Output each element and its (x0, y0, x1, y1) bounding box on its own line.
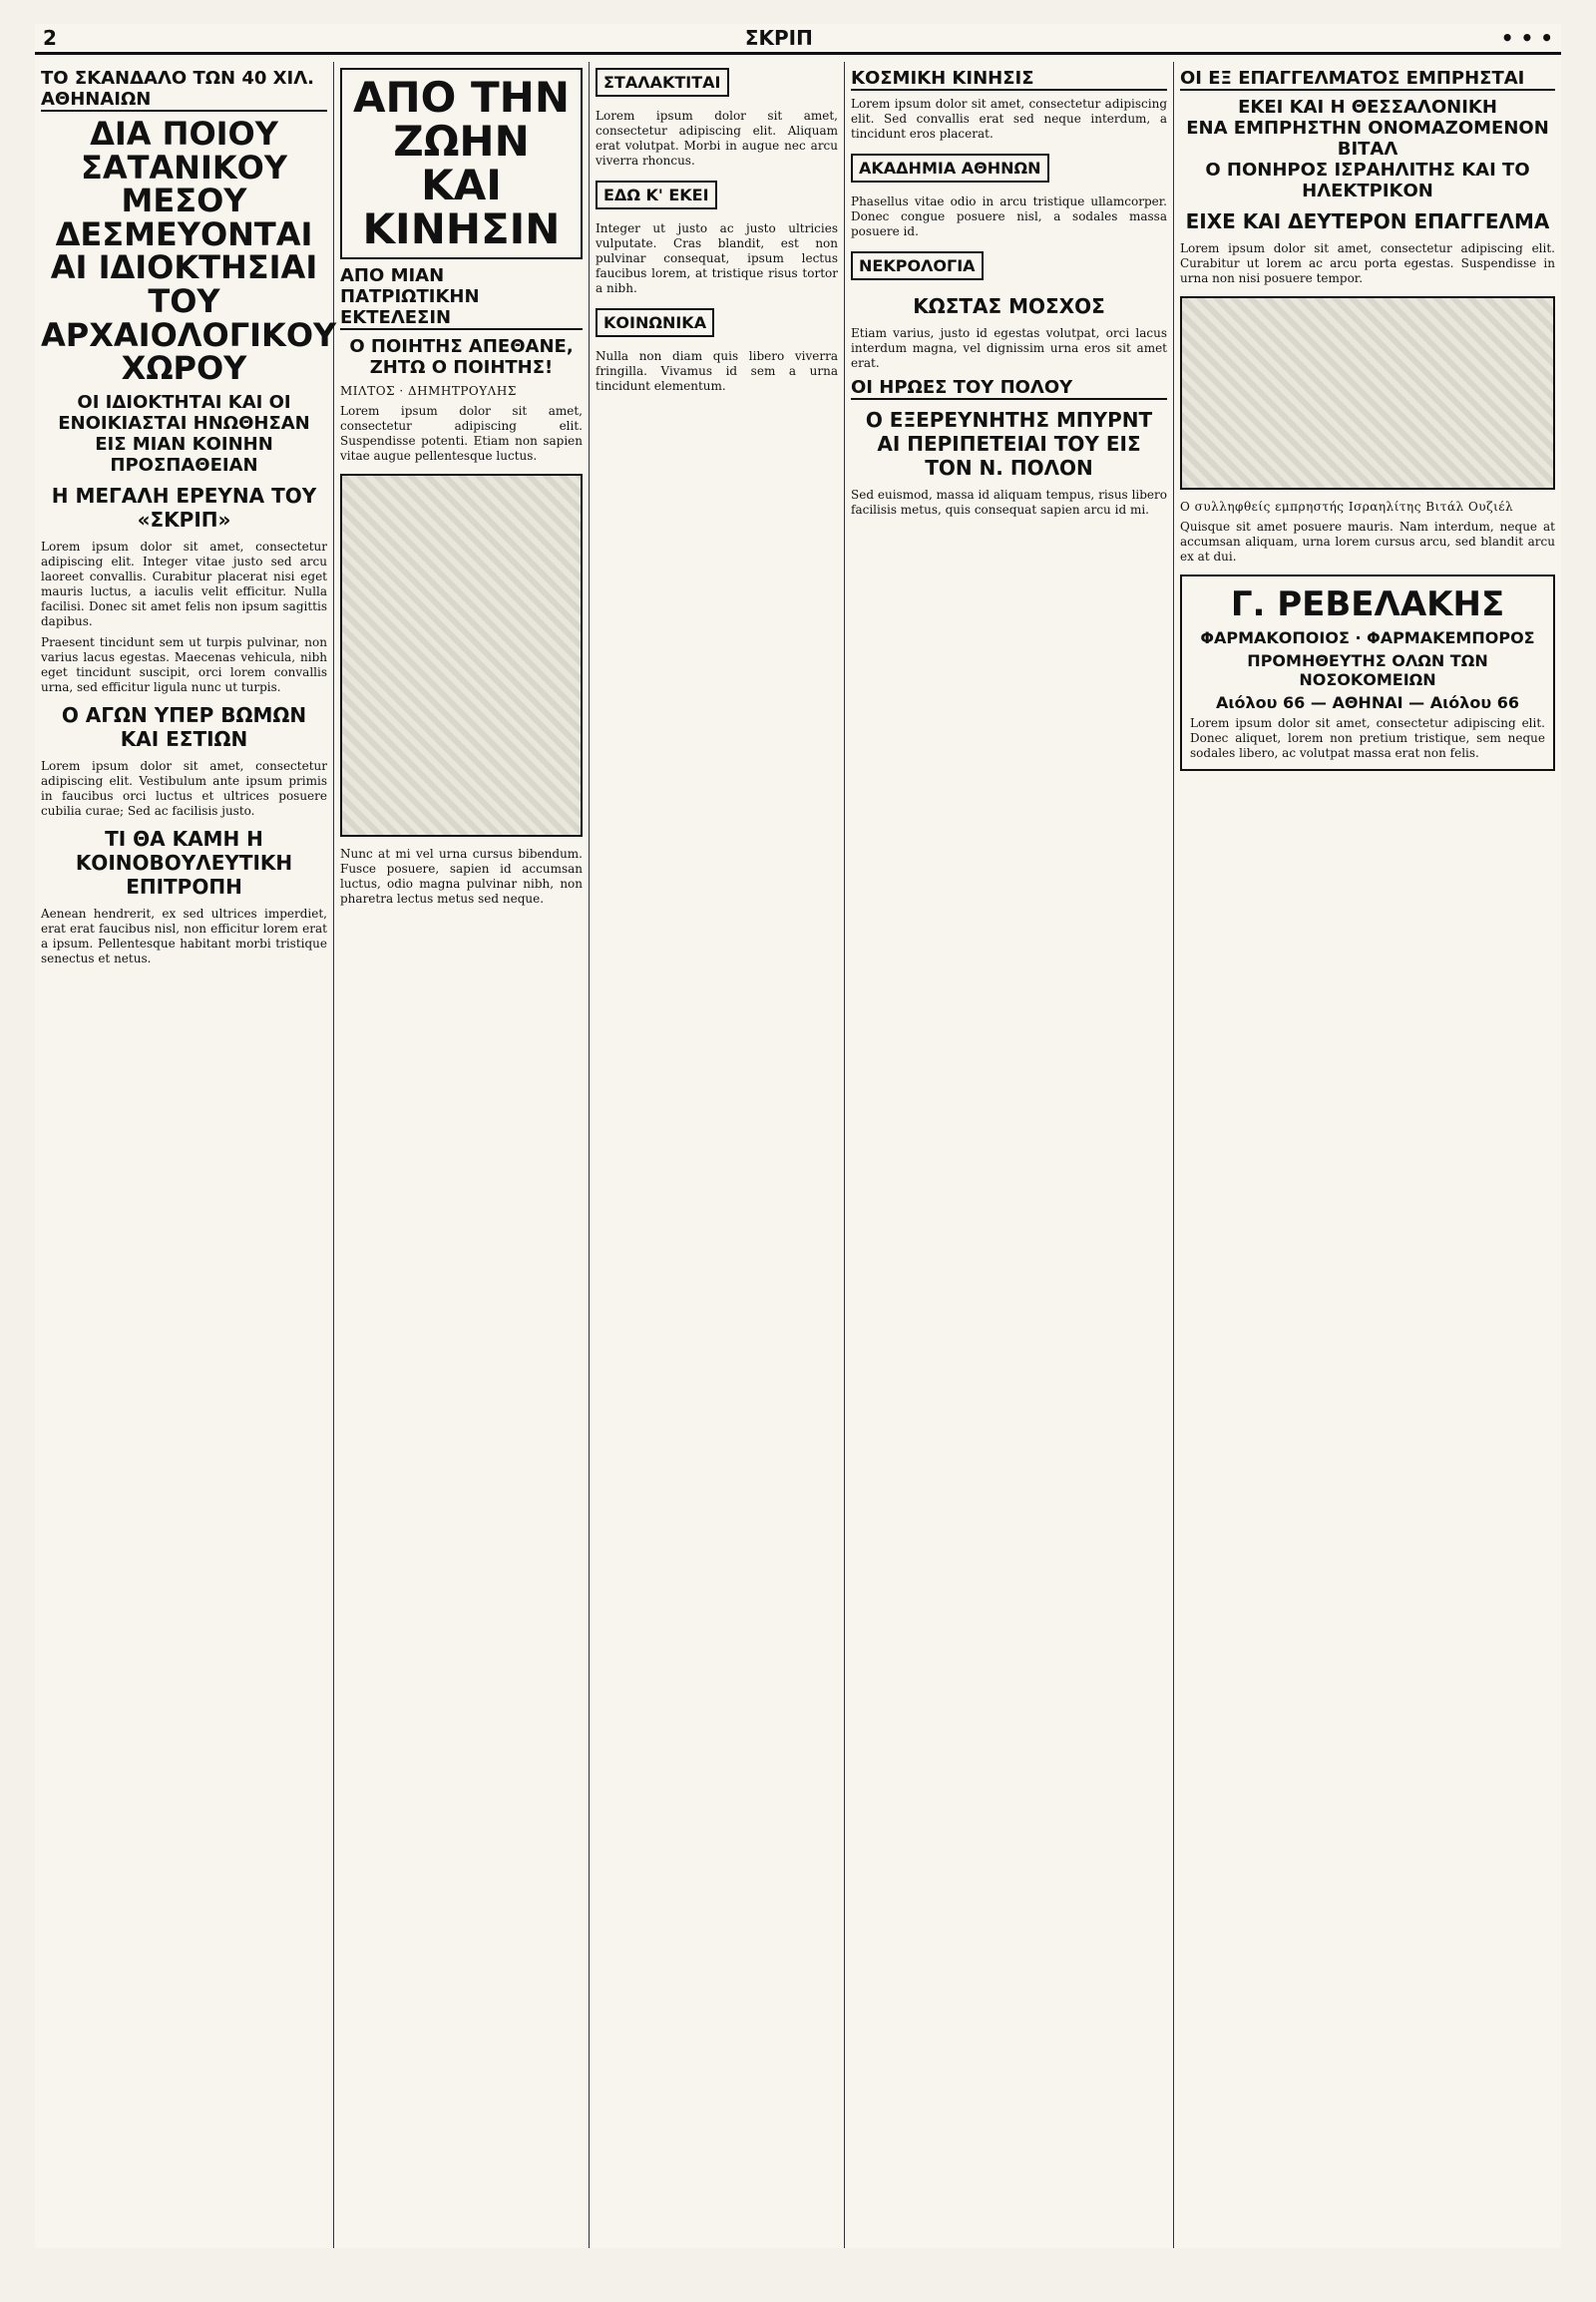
col2-kicker: ΑΠΟ ΜΙΑΝ ΠΑΤΡΙΩΤΙΚΗΝ ΕΚΤΕΛΕΣΙΝ (340, 265, 583, 330)
col5-kicker: ΟΙ ΕΞ ΕΠΑΓΓΕΛΜΑΤΟΣ ΕΜΠΡΗΣΤΑΙ (1180, 68, 1555, 91)
col1-p1: Lorem ipsum dolor sit amet, consectetur adipiscing elit. Integer vitae justo sed arcu laoreet convallis. Curabitur placerat nisi eget mauris luctus, a iaculis velit efficitur. Nulla facilisi. Donec sit amet felis non ipsum sagittis dapibus. (41, 539, 327, 628)
pharmacy-ad (1180, 575, 1555, 771)
col5-p1: Lorem ipsum dolor sit amet, consectetur adipiscing elit. Curabitur ut lorem ac arcu porta egestas. Suspendisse in urna non nisi posuere tempor. (1180, 241, 1555, 285)
col1-section-1: Η ΜΕΓΑΛΗ ΕΡΕΥΝΑ ΤΟΥ «ΣΚΡΙΠ» (51, 483, 317, 532)
col1-main-head: ΔΙΑ ΠΟΙΟΥ ΣΑΤΑΝΙΚΟΥ ΜΕΣΟΥ ΔΕΣΜΕΥΟΝΤΑΙ ΑΙ ΙΔΙΟΚΤΗΣΙΑΙ ΤΟΥ ΑΡΧΑΙΟΛΟΓΙΚΟΥ ΧΩΡΟΥ (41, 115, 337, 388)
ad-subtitle: ΦΑΡΜΑΚΟΠΟΙΟΣ · ΦΑΡΜΑΚΕΜΠΟΡΟΣ (1200, 628, 1535, 647)
col1-section-2: Ο ΑΓΩΝ ΥΠΕΡ ΒΩΜΩΝ ΚΑΙ ΕΣΤΙΩΝ (61, 702, 307, 751)
col1-p3: Lorem ipsum dolor sit amet, consectetur adipiscing elit. Vestibulum ante ipsum primis in faucibus orci luctus et ultrices posuere cubilia curae; Sed ac facilisis justo. (41, 758, 327, 818)
column-4 (845, 62, 1174, 2248)
col3-p3: Nulla non diam quis libero viverra fringilla. Vivamus id sem a urna tincidunt elementum. (596, 349, 838, 393)
col2-box (340, 68, 583, 259)
newspaper-title: ΣΚΡΙΠ (744, 26, 813, 50)
col1-p2: Praesent tincidunt sem ut turpis pulvinar, non varius lacus egestas. Maecenas vehicula, nibh eget tincidunt suscipit, orci lorem convallis urna, sed efficitur ligula nunc ut turpis. (41, 634, 327, 694)
col3-p2: Integer ut justo ac justo ultricies vulputate. Cras blandit, est non pulvinar consequat, ipsum lectus faucibus lorem, at tristique risus tortor a nibh. (596, 221, 838, 295)
col3-p1: Lorem ipsum dolor sit amet, consectetur adipiscing elit. Aliquam erat volutpat. Morbi in augue nec arcu viverra rhoncus. (596, 109, 838, 168)
col1-p4: Aenean hendrerit, ex sed ultrices imperdiet, erat erat faucibus nisl, non efficitur lorem erat a ipsum. Pellentesque habitant morbi tristique senectus et netus. (41, 906, 327, 965)
col1-section-3: ΤΙ ΘΑ ΚΑΜΗ Η ΚΟΙΝΟΒΟΥΛΕΥΤΙΚΗ ΕΠΙΤΡΟΠΗ (75, 826, 293, 899)
col1-kicker: ΤΟ ΣΚΑΝΔΑΛΟ ΤΩΝ 40 ΧΙΛ. ΑΘΗΝΑΙΩΝ (41, 68, 327, 112)
col4-p2: Phasellus vitae odio in arcu tristique ullamcorper. Donec congue posuere nisl, a sodales massa posuere id. (851, 194, 1167, 238)
col4-p1: Lorem ipsum dolor sit amet, consectetur adipiscing elit. Sed convallis erat sed neque interdum, a tincidunt eros placerat. (851, 97, 1167, 141)
col3-label-3: ΚΟΙΝΩΝΙΚΑ (596, 308, 714, 337)
col3-label-1: ΣΤΑΛΑΚΤΙΤΑΙ (596, 68, 729, 97)
col2-byline: ΜΙΛΤΟΣ · ΔΗΜΗΤΡΟΥΛΗΣ (340, 384, 517, 399)
column-5 (1174, 62, 1561, 2248)
col2-p2: Nunc at mi vel urna cursus bibendum. Fusce posuere, sapien id accumsan luctus, odio magna pulvinar nibh, non pharetra lectus metus sed neque. (340, 847, 583, 907)
col4-label-1: ΑΚΑΔΗΜΙΑ ΑΘΗΝΩΝ (851, 154, 1049, 183)
col3-label-2: ΕΔΩ Κ' ΕΚΕΙ (596, 181, 717, 209)
suspect-photo (1180, 296, 1555, 490)
ad-line: ΠΡΟΜΗΘΕΥΤΗΣ ΟΛΩΝ ΤΩΝ ΝΟΣΟΚΟΜΕΙΩΝ (1247, 651, 1488, 689)
col5-sub: ΕΙΧΕ ΚΑΙ ΔΕΥΤΕΡΟΝ ΕΠΑΓΓΕΛΜΑ (1185, 209, 1550, 233)
ad-address: Αιόλου 66 — ΑΘΗΝΑΙ — Αιόλου 66 (1215, 693, 1520, 712)
col2-box-title: ΑΠΟ ΤΗΝ ΖΩΗΝ ΚΑΙ ΚΙΝΗΣΙΝ (353, 73, 570, 254)
masthead (35, 24, 1561, 55)
column-1 (35, 62, 337, 2248)
col1-sub-head: ΟΙ ΙΔΙΟΚΤΗΤΑΙ ΚΑΙ ΟΙ ΕΝΟΙΚΙΑΣΤΑΙ ΗΝΩΘΗΣΑΝ ΕΙΣ ΜΙΑΝ ΚΟΙΝΗΝ ΠΡΟΣΠΑΘΕΙΑΝ (58, 391, 310, 476)
newspaper-page (35, 24, 1561, 2248)
ad-text: Lorem ipsum dolor sit amet, consectetur adipiscing elit. Donec aliquet, lorem non pretium tristique, sem neque sodales libero, ac volutpat massa erat non felis. (1190, 716, 1545, 760)
ad-title: Γ. ΡΕΒΕΛΑΚΗΣ (1230, 584, 1505, 624)
column-2 (334, 62, 590, 2248)
col4-label-2: ΝΕΚΡΟΛΟΓΙΑ (851, 251, 984, 280)
col4-p4: Sed euismod, massa id aliquam tempus, risus libero facilisis metus, quis consequat sapien arcu id mi. (851, 488, 1167, 517)
page-number: 2 (43, 26, 57, 50)
col5-p2: Quisque sit amet posuere mauris. Nam interdum, neque at accumsan aliquam, urna lorem cursus arcu, sed blandit arcu ex at dui. (1180, 520, 1555, 564)
col4-head-2: Ο ΕΞΕΡΕΥΝΗΤΗΣ ΜΠΥΡΝΤ ΑΙ ΠΕΡΙΠΕΤΕΙΑΙ ΤΟΥ ΕΙΣ ΤΟΝ Ν. ΠΟΛΟΝ (865, 408, 1153, 480)
photo-caption: Ο συλληφθείς εμπρηστής Ισραηλίτης Βιτάλ Ουζιέλ (1180, 500, 1514, 514)
columns (35, 62, 1561, 2248)
col2-head: Ο ΠΟΙΗΤΗΣ ΑΠΕΘΑΝΕ, ΖΗΤΩ Ο ΠΟΙΗΤΗΣ! (349, 336, 574, 379)
col4-p3: Etiam varius, justo id egestas volutpat, orci lacus interdum magna, vel dignissim urna eros sit amet erat. (851, 326, 1167, 370)
col5-head: ΕΚΕΙ ΚΑΙ Η ΘΕΣΣΑΛΟΝΙΚΗ ΕΝΑ ΕΜΠΡΗΣΤΗΝ ΟΝΟΜΑΖΟΜΕΝΟΝ ΒΙΤΑΛ Ο ΠΟΝΗΡΟΣ ΙΣΡΑΗΛΙΤΗΣ ΚΑΙ ΤΟ ΗΛΕΚΤΡΙΚΟΝ (1186, 97, 1549, 201)
col2-p1: Lorem ipsum dolor sit amet, consectetur adipiscing elit. Suspendisse potenti. Etiam non sapien vitae augue pellentesque luctus. (340, 404, 583, 464)
col4-name: ΚΩΣΤΑΣ ΜΟΣΧΟΣ (913, 294, 1105, 318)
col4-kicker-2: ΟΙ ΗΡΩΕΣ ΤΟΥ ΠΟΛΟΥ (851, 377, 1167, 400)
masthead-right: • • • (1500, 26, 1553, 50)
column-3 (590, 62, 845, 2248)
col4-kicker: ΚΟΣΜΙΚΗ ΚΙΝΗΣΙΣ (851, 68, 1167, 91)
portrait-photo (340, 474, 583, 837)
